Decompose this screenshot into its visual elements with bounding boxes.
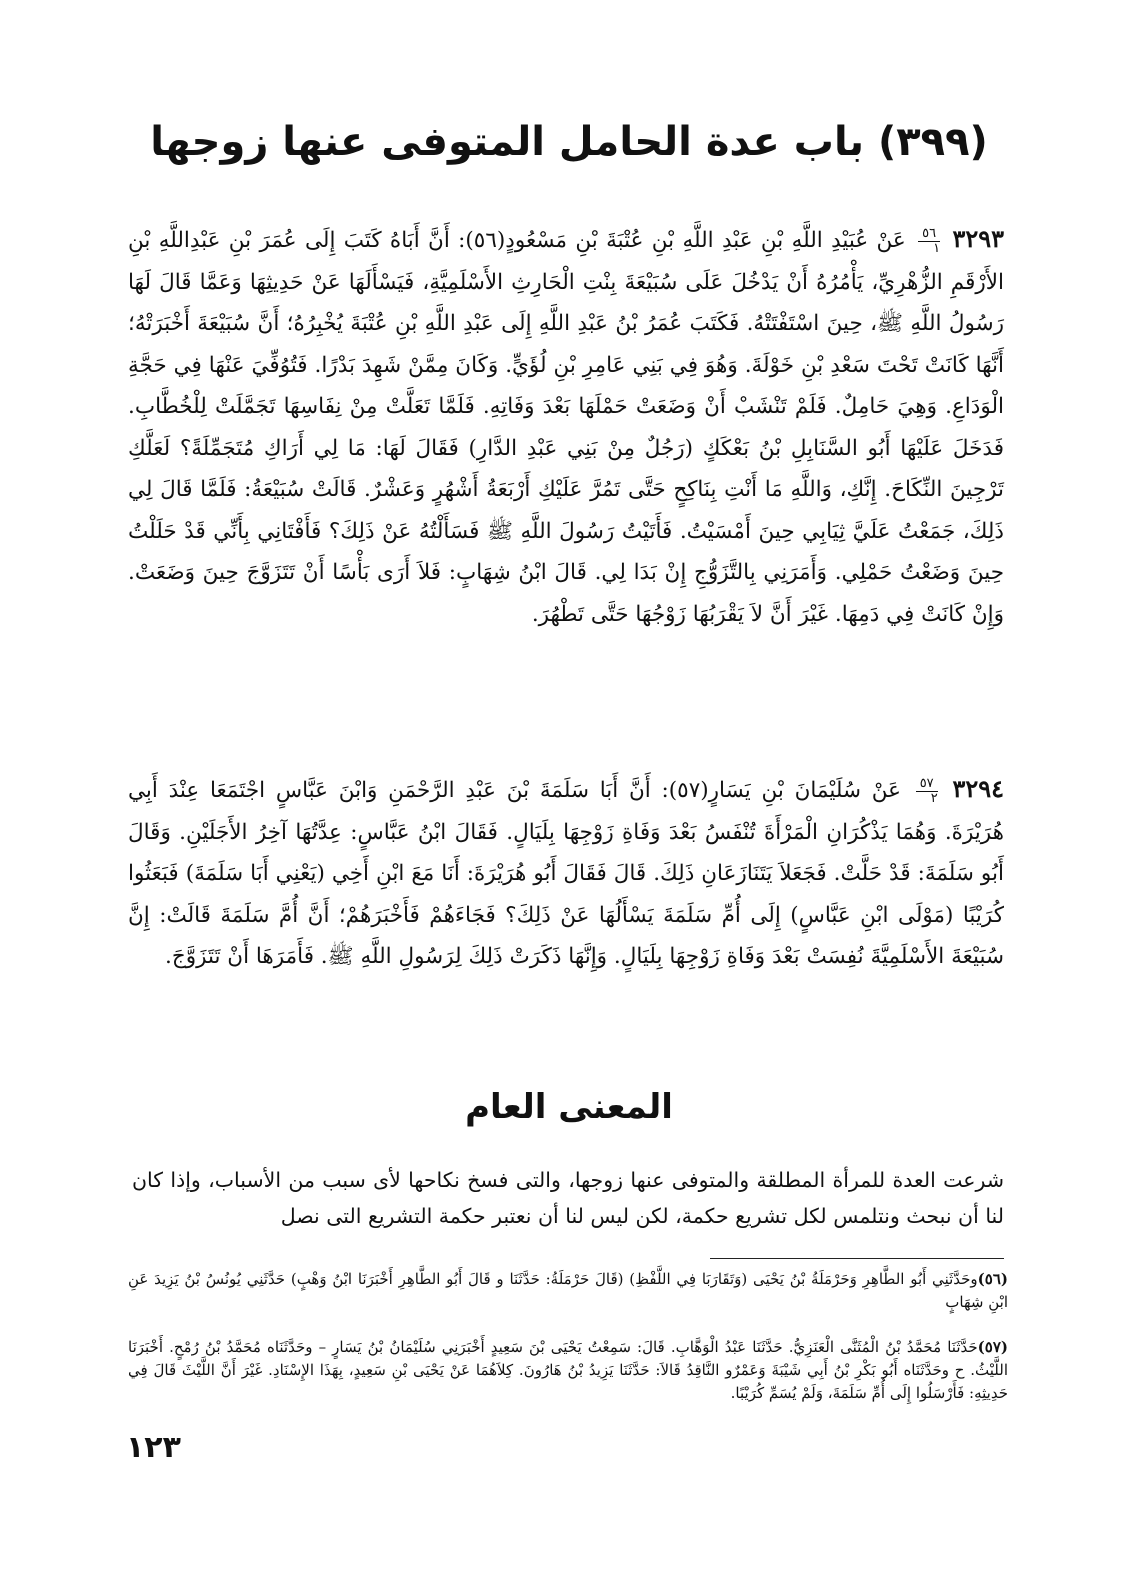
hadith-text: عَنْ سُلَيْمَانَ بْنِ يَسَارٍ(٥٧): أَنَّ أَبَا سَلَمَةَ بْنَ عَبْدِ الرَّحْمَنِ وَابْنَ عَبَّاسٍ اجْتَمَعَا عِنْدَ أَبِي هُرَيْرَةَ. وَهُمَا يَذْكُرَانِ الْمَرْأَةَ تُنْفَسُ بَعْدَ وَفَاةِ زَوْجِهَا بِلَيَالٍ. فَقَالَ ابْنُ عَبَّاسٍ: عِدَّتُهَا آخِرُ الأَجَلَيْنِ. وَقَالَ أَبُو سَلَمَةَ: قَدْ حَلَّتْ. فَجَعَلاَ يَتَنَازَعَانِ ذَلِكَ. قَالَ فَقَالَ أَبُو هُرَيْرَةَ: أَنَا مَعَ ابْنِ أَخِي (يَعْنِي أَبَا سَلَمَةَ) فَبَعَثُوا كُرَيْبًا (مَوْلَى ابْنِ عَبَّاسٍ) إِلَى أُمِّ سَلَمَةَ يَسْأَلُهَا عَنْ ذَلِكَ؟ فَجَاءَهُمْ فَأَخْبَرَهُمْ؛ أَنَّ أُمَّ سَلَمَةَ قَالَتْ: إِنَّ سُبَيْعَةَ الأَسْلَمِيَّةَ نُفِسَتْ بَعْدَ وَفَاةِ زَوْجِهَا بِلَيَالٍ. وَإِنَّهَا ذَكَرَتْ ذَلِكَ لِرَسُولِ اللَّهِ ﷺ. فَأَمَرَهَا أَنْ تَتَزَوَّجَ. xyxy=(128,778,1004,969)
footnote-text: وحَدَّثَنِي أَبُو الطَّاهِرِ وَحَرْمَلَةُ بْنُ يَحْيَى (وَتَقَارَبَا فِي اللَّفْظِ) (قَالَ حَرْمَلَةُ: حَدَّثَنَا و قَالَ أَبُو الطَّاهِرِ أَخْبَرَنَا ابْنُ وَهْبٍ) حَدَّثَنِي يُونُسُ بْنُ يَزِيدَ عَنِ ابْنِ شِهَابٍ xyxy=(128,1270,1008,1311)
footnote-text: حَدَّثَنَا مُحَمَّدُ بْنُ الْمُثَنَّى الْعَنَزِيُّ. حَدَّثَنَا عَبْدُ الْوَهَّابِ. قَالَ: سَمِعْتُ يَحْيَى بْنَ سَعِيدٍ أَخْبَرَنِي سُلَيْمَانُ بْنُ يَسَارٍ – وحَدَّثَنَاه مُحَمَّدُ بْنُ رُمْحٍ. أَخْبَرَنَا اللَّيْثُ. ح وحَدَّثَنَاه أَبُو بَكْرِ بْنُ أَبِي شَيْبَةَ وَعَمْرٌو النَّاقِدُ قَالاَ: حَدَّثَنَا يَزِيدُ بْنُ هَارُونَ. كِلاَهُمَا عَنْ يَحْيَى بْنِ سَعِيدٍ، بِهَذَا الإِسْنَادِ. غَيْرَ أَنَّ اللَّيْثَ قَالَ فِي حَدِيثِهِ: فَأَرْسَلُوا إِلَى أُمِّ سَلَمَةَ، وَلَمْ يُسَمِّ كُرَيْبًا. xyxy=(128,1338,1008,1402)
reference-denominator: ٢ xyxy=(930,790,938,806)
footnote-number: (٥٦) xyxy=(977,1270,1008,1288)
chapter-title: (٣٩٩) باب عدة الحامل المتوفى عنها زوجها xyxy=(150,119,988,165)
footnote-number: (٥٧) xyxy=(977,1338,1008,1356)
reference-denominator: ١ xyxy=(933,240,941,256)
footnote-56 xyxy=(128,1268,1008,1314)
section-title: المعنى العام xyxy=(465,1087,673,1127)
footnote-57 xyxy=(128,1336,1008,1405)
hadith-reference xyxy=(916,777,938,806)
reference-numerator: ٥٦ xyxy=(918,227,940,242)
hadith-reference xyxy=(918,227,940,256)
hadith-number: ٣٢٩٣ xyxy=(952,224,1004,253)
footnote-divider xyxy=(710,1258,1004,1259)
page-number: ١٢٣ xyxy=(126,1430,181,1465)
hadith-text: عَنْ عُبَيْدِ اللَّهِ بْنِ عَبْدِ اللَّهِ بْنِ عُتْبَةَ بْنِ مَسْعُودٍ(٥٦): أَنَّ أَبَاهُ كَتَبَ إِلَى عُمَرَ بْنِ عَبْدِاللَّهِ بْنِ الأَرْقَمِ الزُّهْرِيِّ، يَأْمُرُهُ أَنْ يَدْخُلَ عَلَى سُبَيْعَةَ بِنْتِ الْحَارِثِ الأَسْلَمِيَّةِ، فَيَسْأَلَهَا عَنْ حَدِيثِهَا وَعَمَّا قَالَ لَهَا رَسُولُ اللَّهِ ﷺ، حِينَ اسْتَفْتَتْهُ. فَكَتَبَ عُمَرُ بْنُ عَبْدِ اللَّهِ إِلَى عَبْدِ اللَّهِ بْنِ عُتْبَةَ يُخْبِرُهُ؛ أَنَّ سُبَيْعَةَ أَخْبَرَتْهُ؛ أَنَّهَا كَانَتْ تَحْتَ سَعْدِ بْنِ خَوْلَةَ. وَهُوَ فِي بَنِي عَامِرِ بْنِ لُؤَيٍّ. وَكَانَ مِمَّنْ شَهِدَ بَدْرًا. فَتُوُفِّيَ عَنْهَا فِي حَجَّةِ الْوَدَاعِ. وَهِيَ حَامِلٌ. فَلَمْ تَنْشَبْ أَنْ وَضَعَتْ حَمْلَهَا بَعْدَ وَفَاتِهِ. فَلَمَّا تَعَلَّتْ مِنْ نِفَاسِهَا تَجَمَّلَتْ لِلْخُطَّابِ. فَدَخَلَ عَلَيْهَا أَبُو السَّنَابِلِ بْنُ بَعْكَكٍ (رَجُلٌ مِنْ بَنِي عَبْدِ الدَّارِ) فَقَالَ لَهَا: مَا لِي أَرَاكِ مُتَجَمِّلَةً؟ لَعَلَّكِ تَرْجِينَ النِّكَاحَ. إِنَّكِ، وَاللَّهِ مَا أَنْتِ بِنَاكِحٍ حَتَّى تَمُرَّ عَلَيْكِ أَرْبَعَةُ أَشْهُرٍ وَعَشْرٌ. قَالَتْ سُبَيْعَةُ: فَلَمَّا قَالَ لِي ذَلِكَ، جَمَعْتُ عَلَيَّ ثِيَابِي حِينَ أَمْسَيْتُ. فَأَتَيْتُ رَسُولَ اللَّهِ ﷺ فَسَأَلْتُهُ عَنْ ذَلِكَ؟ فَأَفْتَانِي بِأَنِّي قَدْ حَلَلْتُ حِينَ وَضَعْتُ حَمْلِي. وَأَمَرَنِي بِالتَّزَوُّجِ إِنْ بَدَا لِي. قَالَ ابْنُ شِهَابٍ: فَلاَ أَرَى بَأْسًا أَنْ تَتَزَوَّجَ حِينَ وَضَعَتْ. وَإِنْ كَانَتْ فِي دَمِهَا. غَيْرَ أَنَّ لاَ يَقْرَبُهَا زَوْجُهَا حَتَّى تَطْهُرَ. xyxy=(128,228,1004,627)
body-paragraph: شرعت العدة للمرأة المطلقة والمتوفى عنها زوجها، والتى فسخ نكاحها لأى سبب من الأسباب، وإذا كان لنا أن نبحث ونتلمس لكل تشريع حكمة، لكن ليس لنا أن نعتبر حكمة التشريع التى نصل xyxy=(132,1168,1004,1228)
reference-numerator: ٥٧ xyxy=(916,777,938,792)
hadith-number: ٣٢٩٤ xyxy=(952,774,1004,803)
hadith-3293 xyxy=(128,218,1004,635)
hadith-3294 xyxy=(128,768,1004,978)
